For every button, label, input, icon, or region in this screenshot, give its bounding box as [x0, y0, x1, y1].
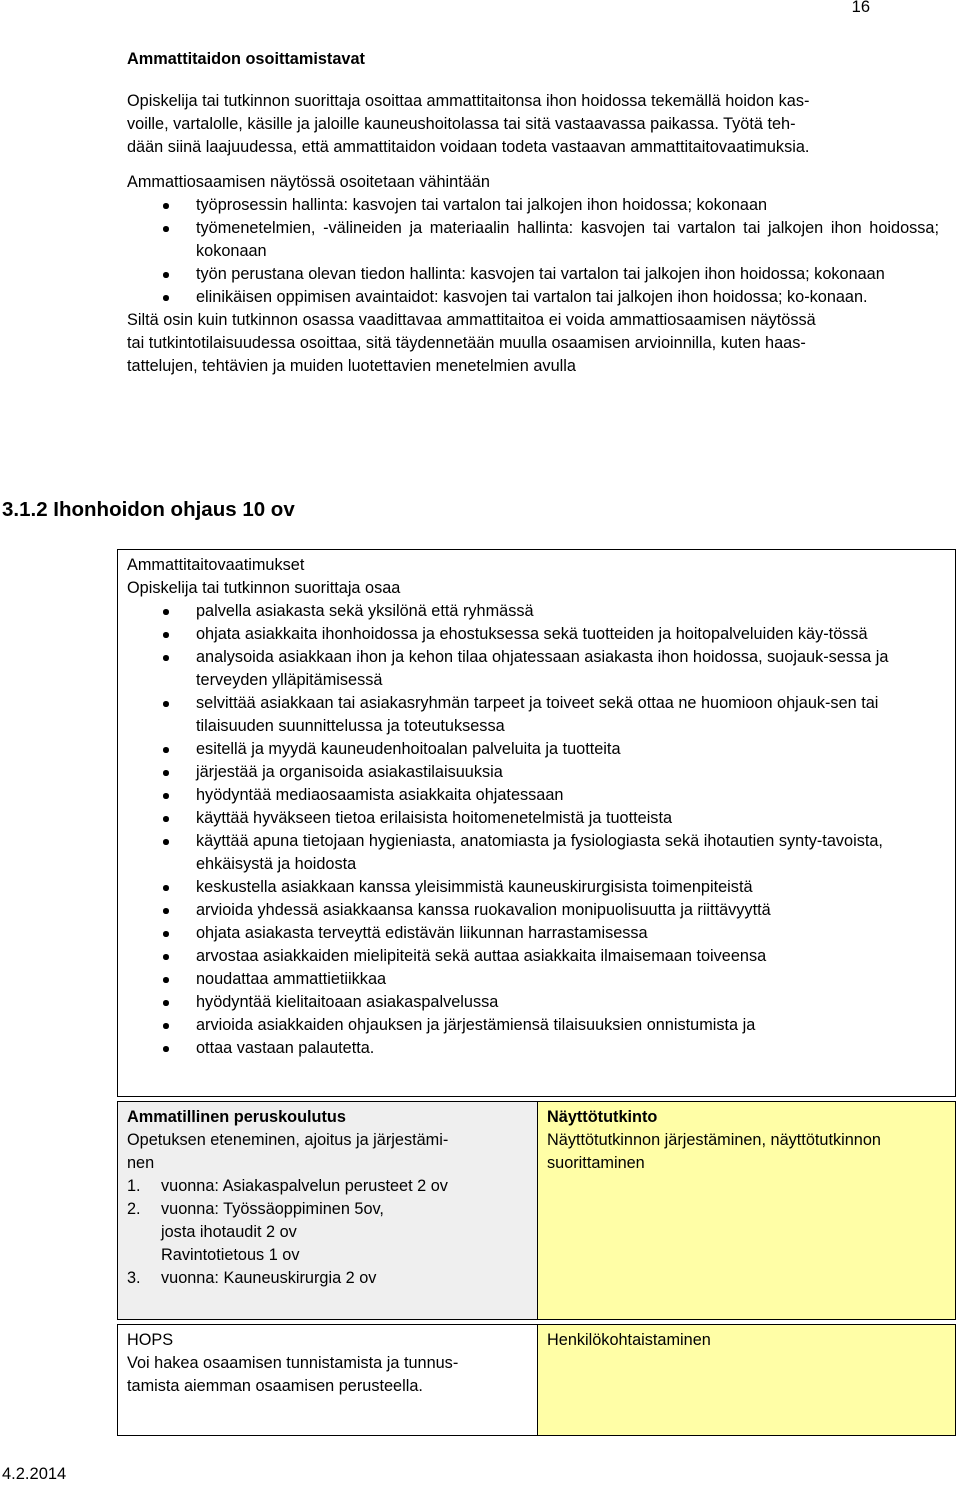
- competence-subtitle-line: Näyttötutkinnon järjestäminen, näyttötutkinnon: [547, 1131, 881, 1149]
- year-item-extra: [127, 1244, 528, 1267]
- list-item: analysoida asiakkaan ihon ja kehon tilaa ohjatessaan asiakasta ihon hoidossa, suojauk-sessa ja terveyden ylläpitämisessä: [127, 646, 955, 692]
- intro-line: dään siinä laajuudessa, että ammattitaidon voidaan todeta vastaavan ammattitaitovaatimuksia.: [127, 138, 810, 156]
- year-number: 2.: [127, 1200, 141, 1218]
- year-text: vuonna: Asiakaspalvelun perusteet 2 ov: [161, 1177, 448, 1195]
- year-number: 1.: [127, 1177, 141, 1195]
- page-number: 16: [851, 0, 870, 16]
- list-item: ottaa vastaan palautetta.: [127, 1037, 955, 1060]
- year-text: vuonna: Työssäoppiminen 5ov,: [161, 1200, 384, 1218]
- vocational-subtitle-line: Opetuksen eteneminen, ajoitus ja järjestämi-: [127, 1131, 449, 1149]
- outro-line: tai tutkintotilaisuudessa osoittaa, sitä täydennetään muulla osaamisen arvioinnilla, kuten haas-: [127, 334, 806, 352]
- section-title: Ammattitaidon osoittamistavat: [127, 50, 365, 68]
- list-item: hyödyntää kielitaitoaan asiakaspalvelussa: [127, 991, 955, 1014]
- intro-line: voille, vartalolle, käsille ja jaloille kauneushoitolassa tai sitä vastaavassa paikassa. Työtä teh-: [127, 115, 796, 133]
- competence-based-box: [537, 1101, 956, 1320]
- list-item: esitellä ja myydä kauneudenhoitoalan palveluita ja tuotteita: [127, 738, 955, 761]
- years-list: [127, 1175, 528, 1290]
- list-item: ohjata asiakasta terveyttä edistävän liikunnan harrastamisessa: [127, 922, 955, 945]
- footer-date: 4.2.2014: [2, 1465, 67, 1483]
- hops-text-line: tamista aiemman osaamisen perusteella.: [127, 1377, 423, 1395]
- section-assessment-methods: [127, 48, 939, 378]
- list-item: järjestää ja organisoida asiakastilaisuuksia: [127, 761, 955, 784]
- competence-subtitle-line: suorittaminen: [547, 1154, 645, 1172]
- list-item: arvostaa asiakkaiden mielipiteitä sekä auttaa asiakkaita ilmaisemaan toiveensa: [127, 945, 955, 968]
- list-item: hyödyntää mediaosaamista asiakkaita ohjatessaan: [127, 784, 955, 807]
- list-item: selvittää asiakkaan tai asiakasryhmän tarpeet ja toiveet sekä ottaa ne huomioon ohjauk-sen tai tilaisuuden suunnittelussa ja toteutuksessa: [127, 692, 955, 738]
- list-item: käyttää apuna tietojaan hygieniasta, anatomiasta ja fysiologiasta sekä ihotautien synty-tavoista, ehkäisystä ja hoidosta: [127, 830, 955, 876]
- year-text: vuonna: Kauneuskirurgia 2 ov: [161, 1269, 377, 1287]
- vocational-subtitle-line: nen: [127, 1154, 155, 1172]
- year-item: [127, 1175, 528, 1198]
- list-item: arvioida asiakkaiden ohjauksen ja järjestämiensä tilaisuuksien onnistumista ja: [127, 1014, 955, 1037]
- requirements-list: [127, 600, 955, 1060]
- year-extra-text: josta ihotaudit 2 ov: [161, 1223, 297, 1241]
- year-item: [127, 1267, 528, 1290]
- list-item: käyttää hyväkseen tietoa erilaisista hoitomenetelmistä ja tuotteista: [127, 807, 955, 830]
- list-intro: Ammattiosaamisen näytössä osoitetaan vähintään: [127, 173, 490, 191]
- year-number: 3.: [127, 1269, 141, 1287]
- outro-line: tattelujen, tehtävien ja muiden luotettavien menetelmien avulla: [127, 357, 576, 375]
- requirements-box: [117, 549, 956, 1097]
- requirements-title: Ammattitaitovaatimukset: [127, 556, 305, 574]
- intro-paragraph: [127, 90, 939, 159]
- outro-paragraph: [127, 309, 939, 378]
- intro-line: Opiskelija tai tutkinnon suorittaja osoittaa ammattitaitonsa ihon hoidossa tekemällä hoidon kas-: [127, 92, 810, 110]
- year-item: [127, 1198, 528, 1221]
- personalisation-title: Henkilökohtaistaminen: [547, 1331, 711, 1349]
- requirements-intro: Opiskelija tai tutkinnon suorittaja osaa: [127, 579, 401, 597]
- vocational-title: Ammatillinen peruskoulutus: [127, 1108, 346, 1126]
- personalisation-box: [537, 1324, 956, 1436]
- list-item: työprosessin hallinta: kasvojen tai vartalon tai jalkojen ihon hoidossa; kokonaan: [127, 194, 939, 217]
- list-item: työn perustana olevan tiedon hallinta: kasvojen tai vartalon tai jalkojen ihon hoidossa; kokonaan: [127, 263, 939, 286]
- section-heading-312: 3.1.2 Ihonhoidon ohjaus 10 ov: [2, 498, 295, 521]
- hops-title: HOPS: [127, 1331, 174, 1349]
- outro-line: Siltä osin kuin tutkinnon osassa vaadittavaa ammattitaitoa ei voida ammattiosaamisen näytössä: [127, 311, 816, 329]
- competence-list: [127, 194, 939, 309]
- competence-title: Näyttötutkinto: [547, 1108, 658, 1126]
- vocational-education-box: [117, 1101, 538, 1320]
- list-item: ohjata asiakkaita ihonhoidossa ja ehostuksessa sekä tuotteiden ja hoitopalveluiden käy-tössä: [127, 623, 955, 646]
- year-extra-text: Ravintotietous 1 ov: [161, 1246, 300, 1264]
- list-item: palvella asiakasta sekä yksilönä että ryhmässä: [127, 600, 955, 623]
- list-item: arvioida yhdessä asiakkaansa kanssa ruokavalion monipuolisuutta ja riittävyyttä: [127, 899, 955, 922]
- hops-box: [117, 1324, 538, 1436]
- list-item: noudattaa ammattietiikkaa: [127, 968, 955, 991]
- hops-text-line: Voi hakea osaamisen tunnistamista ja tunnus-: [127, 1354, 459, 1372]
- year-item-extra: [127, 1221, 528, 1244]
- list-item: työmenetelmien, -välineiden ja materiaalin hallinta: kasvojen tai vartalon tai jalkojen ihon hoidossa; kokonaan: [127, 217, 939, 263]
- list-item: elinikäisen oppimisen avaintaidot: kasvojen tai vartalon tai jalkojen ihon hoidossa; ko-konaan.: [127, 286, 939, 309]
- list-item: keskustella asiakkaan kanssa yleisimmistä kauneuskirurgisista toimenpiteistä: [127, 876, 955, 899]
